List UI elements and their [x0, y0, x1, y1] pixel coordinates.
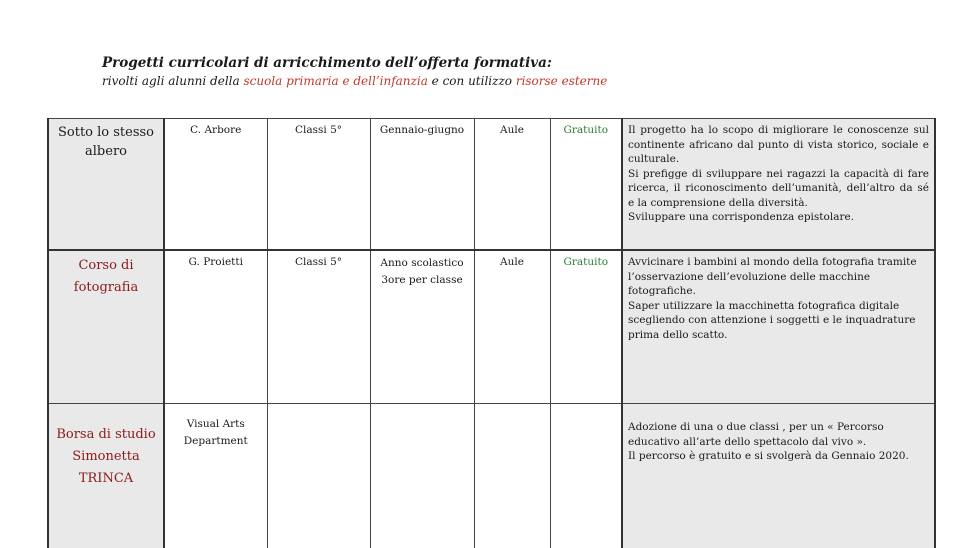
description-line: Il percorso è gratuito e si svolgerà da Gennaio 2020.: [628, 449, 929, 464]
project-referent: Visual Arts Department: [164, 404, 267, 548]
project-name: Corso di fotografia: [48, 250, 164, 404]
project-cost: [550, 404, 622, 548]
project-period: Anno scolastico 3ore per classe: [370, 250, 474, 404]
table-row: [48, 119, 935, 251]
project-place: Aule: [474, 250, 550, 404]
description-line: Sviluppare una corrispondenza epistolare.: [628, 210, 929, 225]
description-line: Si prefigge di sviluppare nei ragazzi la capacità di fare ricerca, il riconoscimento dell’umanità, dell’altro da sé e la comprensione della diversità.: [628, 167, 929, 211]
project-period: Gennaio-giugno: [370, 119, 474, 251]
description-line: Adozione di una o due classi , per un « Percorso educativo all’arte dello spettacolo dal vivo ».: [628, 420, 929, 449]
project-name: Borsa di studio Simonetta TRINCA: [48, 404, 164, 548]
project-referent: C. Arbore: [164, 119, 267, 251]
description-line: Il progetto ha lo scopo di migliorare le conoscenze sul continente africano dal punto di vista storico, sociale e culturale.: [628, 123, 929, 167]
page-heading: [102, 54, 862, 90]
project-referent: G. Proietti: [164, 250, 267, 404]
project-place: Aule: [474, 119, 550, 251]
project-cost: Gratuito: [550, 250, 622, 404]
projects-table: [47, 118, 936, 548]
project-period: [370, 404, 474, 548]
project-cost: Gratuito: [550, 119, 622, 251]
page-title: Progetti curricolari di arricchimento dell’offerta formativa:: [102, 54, 862, 72]
subtitle-part-a: rivolti agli alunni della: [102, 74, 243, 88]
project-classes: Classi 5°: [267, 250, 370, 404]
project-name: Sotto lo stesso albero: [48, 119, 164, 251]
subtitle-highlight-resources: risorse esterne: [516, 74, 608, 88]
project-description: [622, 404, 935, 548]
description-line: Saper utilizzare la macchinetta fotografica digitale scegliendo con attenzione i soggetti e le inquadrature prima dello scatto.: [628, 299, 929, 343]
project-classes: [267, 404, 370, 548]
subtitle-part-c: e con utilizzo: [428, 74, 516, 88]
project-classes: Classi 5°: [267, 119, 370, 251]
table-row: [48, 250, 935, 404]
description-line: Avvicinare i bambini al mondo della fotografia tramite l’osservazione dell’evoluzione delle macchine fotografiche.: [628, 255, 929, 299]
project-description: [622, 119, 935, 251]
table-row: [48, 404, 935, 548]
subtitle-highlight-school: scuola primaria e dell’infanzia: [243, 74, 427, 88]
project-description: [622, 250, 935, 404]
page-subtitle: [102, 72, 862, 90]
project-place: [474, 404, 550, 548]
